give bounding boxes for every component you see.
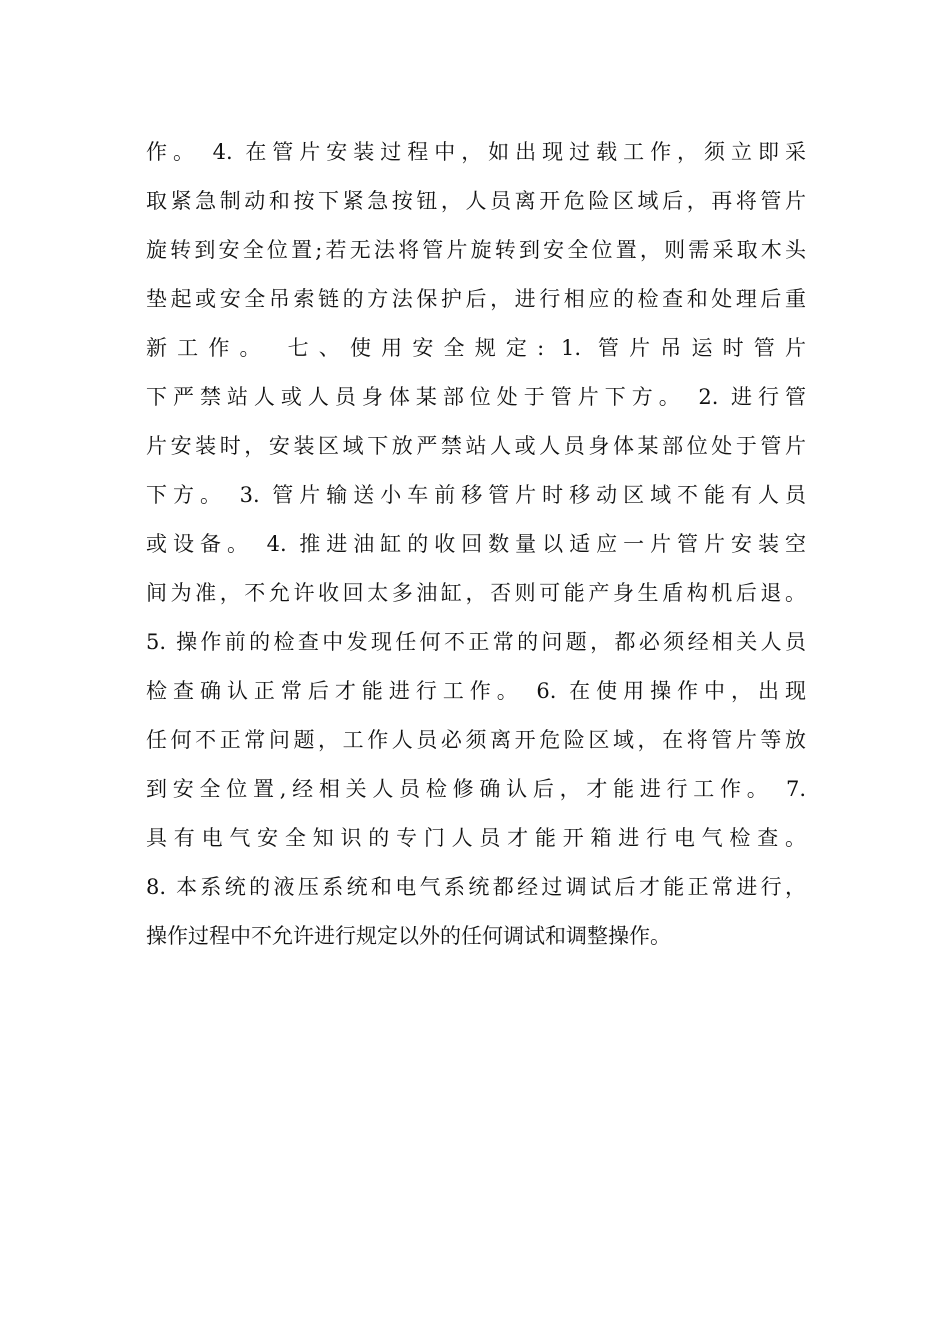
text-line-3: 旋转到安全位置;若无法将管片旋转到安全位置，则需采取木头: [146, 238, 806, 262]
text-line-12: 检查确认正常后才能进行工作。 6. 在使用操作中，出现: [146, 679, 806, 703]
text-line-16: 8. 本系统的液压系统和电气系统都经过调试后才能正常进行，: [146, 875, 806, 899]
text-line-17: 操作过程中不允许进行规定以外的任何调试和调整操作。: [146, 924, 671, 948]
text-line-15: 具有电气安全知识的专门人员才能开箱进行电气检查。: [146, 826, 806, 850]
text-line-14: 到安全位置,经相关人员检修确认后，才能进行工作。 7.: [146, 777, 806, 801]
document-body: [146, 128, 806, 961]
text-line-2: 取紧急制动和按下紧急按钮，人员离开危险区域后，再将管片: [146, 189, 806, 213]
text-line-5: 新工作。 七、使用安全规定: 1. 管片吊运时管片: [146, 336, 806, 360]
text-line-10: 间为准，不允许收回太多油缸，否则可能产身生盾构机后退。: [146, 581, 806, 605]
text-line-9: 或设备。 4. 推进油缸的收回数量以适应一片管片安装空: [146, 532, 806, 556]
text-line-13: 任何不正常问题，工作人员必须离开危险区域，在将管片等放: [146, 728, 806, 752]
text-line-8: 下方。 3. 管片输送小车前移管片时移动区域不能有人员: [146, 483, 806, 507]
text-line-11: 5. 操作前的检查中发现任何不正常的问题，都必须经相关人员: [146, 630, 806, 654]
text-line-6: 下严禁站人或人员身体某部位处于管片下方。 2. 进行管: [146, 385, 806, 409]
text-line-7: 片安装时，安装区域下放严禁站人或人员身体某部位处于管片: [146, 434, 806, 458]
text-line-1: 作。 4. 在管片安装过程中，如出现过载工作，须立即采: [146, 140, 806, 164]
text-line-4: 垫起或安全吊索链的方法保护后，进行相应的检查和处理后重: [146, 287, 806, 311]
